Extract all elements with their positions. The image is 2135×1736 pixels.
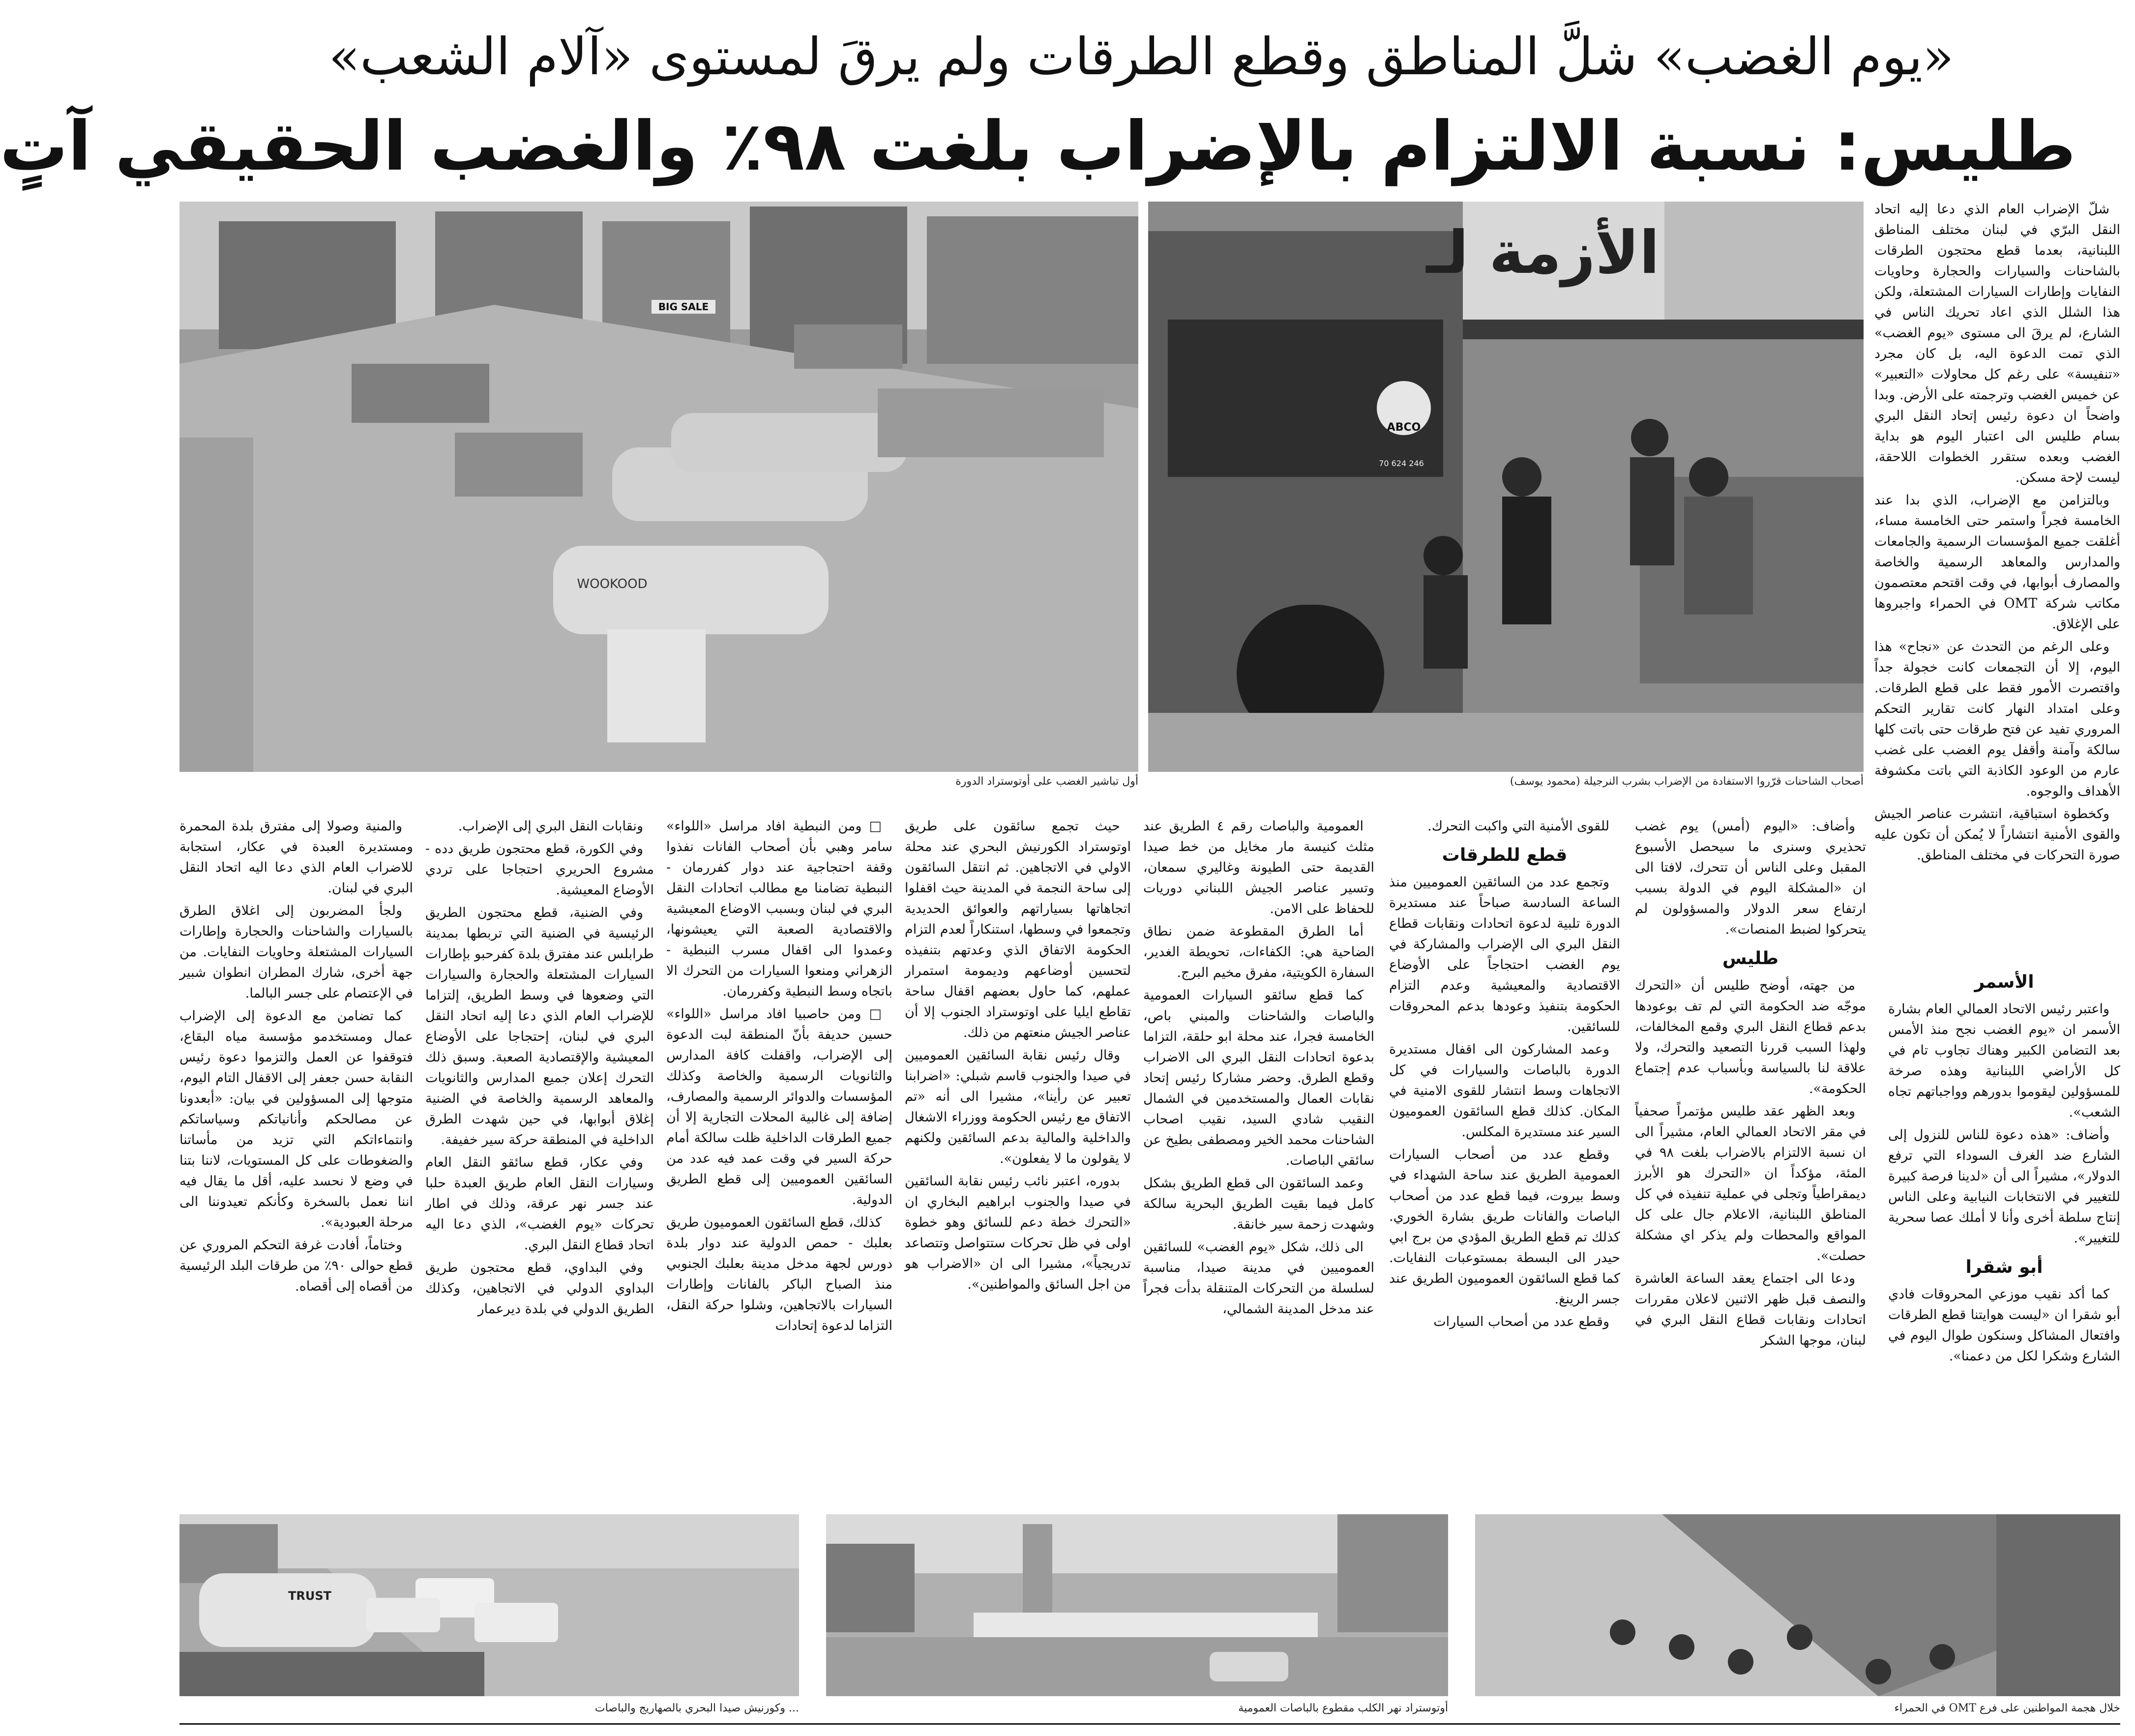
paragraph: شلّ الإضراب العام الذي دعا إليه اتحاد النقل البرّي في لبنان مختلف المناطق اللبنانية، بعدما قطع محتجون الطرقات بالشاحنات والسيارات والحجارة وحاويات النفايات وإطارات السيارات المشتعلة، ولكن هذا الشلل الذي اعاد تحريك الناس في الشارع، لم يرقَ الى مستوى «يوم الغضب» الذي تمت الدعوة اليه، بل كان مجرد «تنفيسة» على رغم كل محاولات «التعبير» عن خميس الغضب وترجمته على الأرض. وبدا واضحاً ان دعوة رئيس إتحاد النقل البري بسام طليس الى اعتبار اليوم هو بداية الغضب وبعده ستقرر الخطوات اللاحقة، ليست لإحة مسكن. xyxy=(1874,202,2120,485)
caption-omt-hamra: خلال هجمة المواطنين على فرع OMT في الحمراء xyxy=(1894,1702,2120,1714)
paragraph: كما أكد نقيب موزعي المحروقات فادي أبو شقرا ان «ليست هوايتنا قطع الطرقات وافتعال المشاكل وسنكون طوال اليوم في الشارع وشكرا لكل من دعمنا». xyxy=(1888,1287,2120,1364)
paragraph: واعتبر رئيس الاتحاد العمالي العام بشارة الأسمر ان «يوم الغضب نجح منذ الأمس بعد التضامن الكبير وهناك تجاوب تام في كل الأراضي اللبنانية وهذه صرخة للمسؤولين ليقوموا بدورهم وواجباتهم تجاه الشعب». xyxy=(1888,1001,2120,1120)
paragraph: أما الطرق المقطوعة ضمن نطاق الضاحية هي: الكفاءات، تحويطة الغدير، السفارة الكويتية، مفرق مخيم البرج. xyxy=(1143,924,1374,980)
photo-truck-drivers xyxy=(1148,202,1864,772)
subheading-tlais: طليس xyxy=(1722,948,1779,969)
paragraph: ونقابات النقل البري إلى الإضراب. xyxy=(458,819,643,834)
paragraph: الى ذلك، شكل «يوم الغضب» للسائقين العموميين في مدينة صيدا، مناسبة لسلسلة من التحركات المتنقلة بدأت فجراً عند مدخل المدينة الشمالي، xyxy=(1143,1239,1374,1317)
article-column-2 xyxy=(1635,816,1866,1504)
paragraph: وأضاف: «اليوم (أمس) يوم غضب تحذيري وسنرى ما سيحصل الأسبوع المقبل وعلى الناس أن تتحرك، لافتا الى ان «المشكلة اليوم في الدولة بسبب ارتفاع سعر الدولار والمسؤولون لم يتحركوا لضبط المنصات». xyxy=(1635,819,1866,937)
article-column-6 xyxy=(666,816,892,1504)
paragraph: وفي عكار، قطع سائقو النقل العام وسيارات النقل العام طريق العبدة حلبا عند جسر نهر عرقة، وذلك في اطار تحركات «يوم الغضب»، الذي دعا اليه اتحاد قطاع النقل البري. xyxy=(425,1155,654,1253)
article-column-8 xyxy=(179,816,413,1504)
article-column-4 xyxy=(1143,816,1374,1504)
caption-truck-drivers: أصحاب الشاحنات قرّروا الاستفادة من الإضراب بشرب النرجيلة (محمود يوسف) xyxy=(1510,775,1864,788)
photo-saida-corniche xyxy=(179,1514,799,1696)
subheading-abu-shukra: أبو شقرا xyxy=(1965,1257,2043,1277)
storefront-sign: BIG SALE xyxy=(652,300,715,314)
article-column-3 xyxy=(1389,816,1620,1504)
paragraph: وبالتزامن مع الإضراب، الذي بدا عند الخامسة فجراً واستمر حتى الخامسة مساء، أغلقت جميع المؤسسات الرسمية والجامعات والمدارس والمعاهد الرسمية والخاصة والمصارف أبوابها، في وقت اقتحم معتصمون مكاتب شركة OMT في الحمراء واجبروها على الإغلاق. xyxy=(1874,493,2120,632)
paragraph: العمومية والباصات رقم ٤ الطريق عند مثلث كنيسة مار مخايل من خط صيدا القديمة حتى الطيونة وغاليري سمعان، وتسير عناصر الجيش اللبناني دوريات للحفاظ على الامن. xyxy=(1143,819,1374,916)
tanker-trust-logo: TRUST xyxy=(288,1589,331,1603)
paragraph: والمنية وصولا إلى مفترق بلدة المحمرة ومستديرة العبدة في عكار، استجابة للاضراب العام الذي دعا اليه اتحاد النقل البري في لبنان. xyxy=(179,819,413,896)
paragraph: من جهته، أوضح طليس أن «التحرك موجّه ضد الحكومة التي لم تف بوعودها بدعم قطاع النقل البري وقمع المخالفات، ولهذا السبب قررنا التصعيد والتحرك، ولا علاقة لنا بالسياسة وبأسباب عدم إجتماع الحكومة». xyxy=(1635,978,1866,1096)
article-column-right-top xyxy=(1874,199,2120,956)
paragraph: وتجمع عدد من السائقين العموميين منذ الساعة السادسة صباحاً عند مستديرة الدورة تلبية لدعوة اتحادات ونقابات قطاع النقل البري الى الإضراب والمشاركة في يوم الغضب احتجاجاً على الأوضاع الاقتصادية والمعيشية وعدم التزام الحكومة بتنفيذ وعودها بدعم المحروقات للسائقين. xyxy=(1389,875,1620,1034)
paragraph: وفي الضنية، قطع محتجون الطريق الرئيسية في الضنية التي تربطها بمدينة طرابلس عند مفترق بلدة كفرحبو بإطارات السيارات المشتعلة والحجارة والسيارات التي وضعوها في وسط الطريق، إلتزاما للإضراب العام الذي دعا إليه اتحاد النقل البري في لبنان، إحتجاجا على الأوضاع المعيشية والإقتصادية الصعبة. وسبق ذلك التحرك إعلان جميع المدارس والثانويات والمعاهد الرسمية والخاصة في الضنية إغلاق أبوابها، في حين شهدت الطرق الداخلية في المنطقة حركة سير خفيفة. xyxy=(425,905,654,1148)
paragraph: بدوره، اعتبر نائب رئيس نقابة السائقين في صيدا والجنوب ابراهيم البخاري ان «التحرك خطة دعم للسائق وهو خطوة اولى في ظل تحركات ستتواصل وتتصاعد تدريجياً»، مشيرا الى ان «الاضراب هو من اجل السائق والمواطنين». xyxy=(905,1174,1131,1292)
paragraph: حيث تجمع سائقون على طريق اوتوستراد الكورنيش البحري عند محلة الاولي في الاتجاهين. ثم انتقل السائقون إلى ساحة النجمة في المدينة حيث اقفلوا اتجاهاتها بسياراتهم والعوائق الحديدية وتجمعوا في وسطها، استنكاراً لعدم التزام الحكومة الاتفاق الذي وعدتهم بتنفيذه لتحسين أوضاعهم وديمومة استمرار عملهم، كما حاول بعضهم اقفال ساحة تقاطع ايليا على اوتوستراد الجنوب إلا أن عناصر الجيش منعتهم من ذلك. xyxy=(905,819,1131,1040)
paragraph: للقوى الأمنية التي واكبت التحرك. xyxy=(1427,819,1609,834)
paragraph: وقطع عدد من أصحاب السيارات العمومية الطريق عند ساحة الشهداء في وسط بيروت، فيما قطع عدد من أصحاب الباصات والفانات طريق بشارة الخوري. كذلك تم قطع الطريق المؤدي من برج ابي حيدر الى البسطة بمستوعبات النفايات. كما قطع السائقون العموميون الطريق عند جسر الرينغ. xyxy=(1389,1147,1620,1307)
caption-tankers-highway: أول تباشير الغضب على أوتوستراد الدورة xyxy=(955,775,1138,788)
photo-tankers-highway xyxy=(179,202,1138,772)
article-column-1 xyxy=(1888,964,2120,1504)
paragraph: ودعا الى اجتماع يعقد الساعة العاشرة والنصف قبل ظهر الاثنين لاعلان مقررات اتحادات ونقابات قطاع النقل البري في لبنان، موجها الشكر xyxy=(1635,1271,1866,1348)
subheading-asmar: الأسمر xyxy=(1974,972,2034,992)
paragraph: □ ومن حاصبيا افاد مراسل «اللواء» حسين حديفة بأنّ المنطقة لبت الدعوة إلى الإضراب، واقفلت كافة المدارس والثانويات الرسمية والخاصة وكذلك المؤسسات والدوائر الرسمية والمصارف، إضافة إلى غالبية المحلات التجارية إلا أن جميع الطرقات الداخلية ظلت سالكة أمام حركة السير في وقت عمد فيه عدد من السائقين العموميين إلى قطع الطريق الدولية. xyxy=(666,1006,892,1207)
billboard-text: الأزمة لـ xyxy=(1426,219,1660,287)
paragraph: وعمد المشاركون الى اقفال مستديرة الدورة بالباصات والسيارات في كل الاتجاهات وسط انتشار للقوى الامنية في المكان. كذلك قطع السائقون العموميون السير عند مستديرة المكلس. xyxy=(1389,1042,1620,1140)
paragraph: وفي البداوي، قطع محتجون طريق البداوي الدولي في الاتجاهين، وكذلك الطريق الدولي في بلدة ديرعمار xyxy=(425,1260,654,1317)
paragraph: كما قطع سائقو السيارات العمومية والباصات والشاحنات والمبني باص، الخامسة فجرا، عند محلة ابو حلقة، التزاما بدعوة اتحادات النقل البري الى الاضراب وقطع الطرق. وحضر مشاركا رئيس إتحاد نقابات العمال والمستخدمين في الشمال النقيب شادي السيد، نقيب اصحاب الشاحنات محمد الخير ومصطفى بطيخ عن سائقي الباصات. xyxy=(1143,988,1374,1168)
paragraph: وختاماً، أفادت غرفة التحكم المروري عن قطع حوالى ٩٠٪ من طرقات البلد الرئيسية من أقصاه إلى أقصاه. xyxy=(179,1237,413,1294)
article-column-7 xyxy=(425,816,654,1504)
paragraph: وعمد السائقون الى قطع الطريق بشكل كامل فيما بقيت الطريق البحرية سالكة وشهدت زحمة سير خانقة. xyxy=(1143,1176,1374,1232)
kicker-headline: «يوم الغضب» شلَّ المناطق وقطع الطرقات ولم يرقَ لمستوى «آلام الشعب» xyxy=(328,27,1954,87)
paragraph: □ ومن النبطية افاد مراسل «اللواء» سامر وهبي بأن أصحاب الفانات نفذوا وقفة احتجاجية عند دوار كفررمان - النبطية تضامنا مع مطالب اتحادات النقل البري في لبنان وبسبب الاوضاع المعيشية والاقتصادية الصعبة التي يعيشونها، وعمدوا الى اقفال مسرب النبطية - الزهراني ومنعوا السيارات من التحرك الا باتجاه وسط النبطية وكفررمان. xyxy=(666,819,892,999)
tanker-logo: WOOKOOD xyxy=(577,577,648,591)
paragraph: وبعد الظهر عقد طليس مؤتمراً صحفياً في مقر الاتحاد العمالي العام، مشيراً الى ان نسبة الالتزام بالاضراب بلغت ٩٨ في المئة، مؤكداً ان «التحرك هو الأبرز ديمقراطياً وتجلى في عملية تنفيذه في كل المناطق اللبنانية، الاعلام جال على كل المواقع والمحطات ولم يذكر اي مشكلة حصلت». xyxy=(1635,1104,1867,1264)
caption-saida-corniche: ... وكورنيش صيدا البحري بالصهاريج والباصات xyxy=(594,1702,799,1714)
paragraph: كذلك، قطع السائقون العموميون طريق بعلبك - حمص الدولية عند دوار بلدة دورس لجهة مدخل مدينة بعلبك الجنوبي منذ الصباح الباكر بالفانات وإطارات السيارات بالاتجاهين، وشلوا حركة النقل، التزاما لدعوة إتحادات xyxy=(666,1215,892,1333)
photo-omt-hamra xyxy=(1475,1514,2120,1696)
main-headline: طليس: نسبة الالتزام بالإضراب بلغت ٩٨٪ والغضب الحقيقي آتٍ xyxy=(0,107,2076,186)
paragraph: وعلى الرغم من التحدث عن «نجاح» هذا اليوم، إلا أن التجمعات كانت خجولة جداً واقتصرت الأمور فقط على قطع الطرقات. وعلى امتداد النهار كانت تقارير التحكم المروري تفيد عن فتح طرقات حتى باتت كلها سالكة وآمنة وأقفل يوم الغضب على غضب عارم من الوعود الكاذبة التي باتت مكشوفة الأهداف والوجوه. xyxy=(1874,639,2120,799)
paragraph: وكخطوة استباقية، انتشرت عناصر الجيش والقوى الأمنية انتشاراً لا يُمكن أن تكون عليه صورة التحركات في مختلف المناطق. xyxy=(1874,806,2120,863)
truck-logo: ABCO xyxy=(1387,421,1421,434)
paragraph: وقطع عدد من أصحاب السيارات xyxy=(1433,1314,1609,1329)
paragraph: كما تضامن مع الدعوة إلى الإضراب عمال ومستخدمو مؤسسة مياه البقاع، فتوقفوا عن العمل والتزموا دعوة رئيس النقابة حسن جعفر إلى الاقفال التام اليوم، متوجها إلى المسؤولين في بيان: «أبعدونا عن مصالحكم وأنانياتكم وسياساتكم وانتماءاتكم التي تزيد من مأساتنا والضغوطات على كل المستويات، لاننا بتنا في وضع لا نحسد عليه، أقل ما يقال فيه اننا نعمل بالسخرة وكأنكم تعيدوننا الى مرحلة العبودية». xyxy=(179,1008,413,1230)
subheading-road-blocks: قطع للطرقات xyxy=(1442,845,1568,865)
photo-nahr-el-kalb xyxy=(826,1514,1448,1696)
paragraph: ولجأ المضربون إلى اغلاق الطرق بالسيارات والشاحنات والحجارة وإطارات السيارات المشتعلة وحاويات النفايات. من جهة أخرى، شارك المطران انطوان شبير في الإعتصام على جسر البالما. xyxy=(179,903,413,1001)
paragraph: وفي الكورة، قطع محتجون طريق دده - مشروع الحريري احتجاجا على تردي الأوضاع المعيشية. xyxy=(425,841,654,898)
paragraph: وقال رئيس نقابة السائقين العموميين في صيدا والجنوب قاسم شبلي: «اضرابنا تعبير عن رأينا»، مشيرا الى أنه «تم الاتفاق مع رئيس الحكومة ووزراء الاشغال والداخلية والمالية بدعم السائقين ولكنهم لا يقولون ما لا يفعلون». xyxy=(905,1048,1131,1166)
bottom-rule xyxy=(179,1723,2120,1725)
caption-nahr-el-kalb: أوتوستراد نهر الكلب مقطوع بالباصات العمومية xyxy=(1238,1702,1448,1714)
truck-phone: 70 624 246 xyxy=(1379,459,1424,468)
article-column-5 xyxy=(905,816,1131,1504)
paragraph: وأضاف: «هذه دعوة للناس للنزول إلى الشارع ضد الغرف السوداء التي ترفع الدولار»، مشيراً الى أن «لدينا فرصة كبيرة للتغيير في الانتخابات النيابية وعلى الناس إنتاج سلطة أخرى وأنا لا أملك عصا سحرية للتغيير». xyxy=(1888,1127,2120,1246)
